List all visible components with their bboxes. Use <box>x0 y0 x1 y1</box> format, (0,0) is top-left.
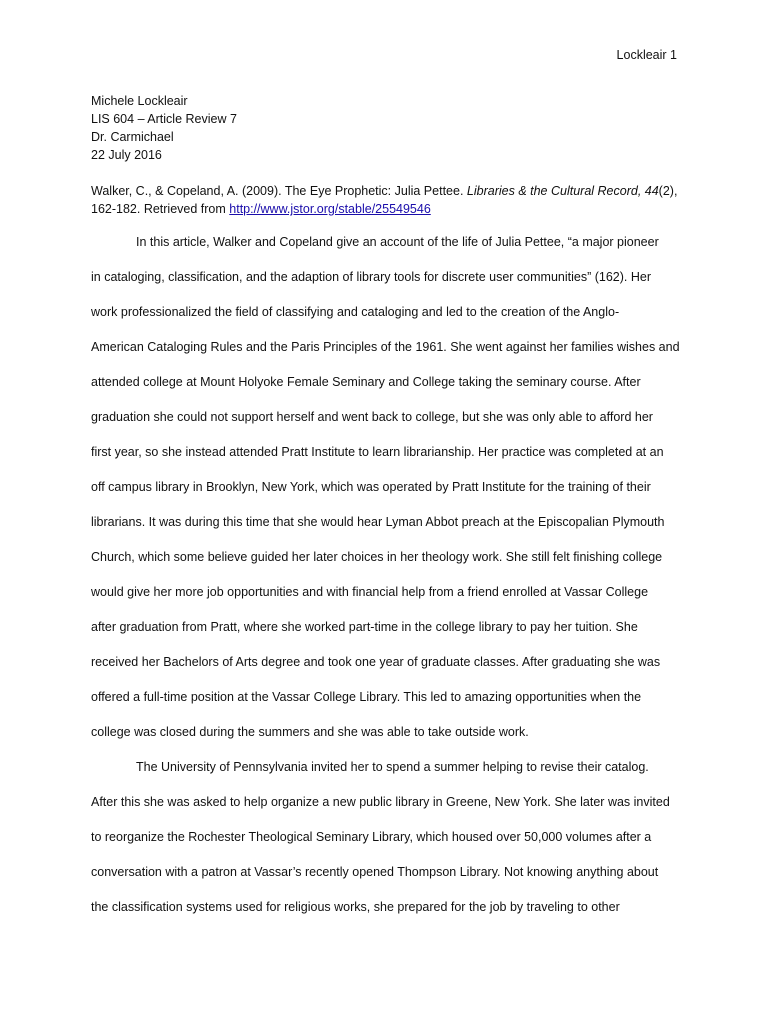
text-line: librarians. It was during this time that she would hear Lyman Abbot preach at the Episcopalian Plymouth <box>91 515 665 529</box>
text-line: to reorganize the Rochester Theological Seminary Library, which housed over 50,000 volumes after a <box>91 830 652 844</box>
text-line: Church, which some believe guided her later choices in her theology work. She still felt finishing college <box>91 550 663 564</box>
text-line: After this she was asked to help organize a new public library in Greene, New York. She later was invited <box>91 795 670 809</box>
text-line: In this article, Walker and Copeland give an account of the life of Julia Pettee, “a major pioneer <box>136 235 659 249</box>
citation-authors-title: Walker, C., & Copeland, A. (2009). The Eye Prophetic: Julia Pettee. <box>91 184 467 198</box>
text-line: in cataloging, classification, and the adaption of library tools for discrete user communities” (162). Her <box>91 270 651 284</box>
instructor-name: Dr. Carmichael <box>91 130 174 144</box>
text-line: work professionalized the field of classifying and cataloging and led to the creation of the Anglo- <box>91 305 620 319</box>
running-head: Lockleair 1 <box>616 48 677 62</box>
text-line: off campus library in Brooklyn, New York, which was operated by Pratt Institute for the training of their <box>91 480 651 494</box>
citation-journal: Libraries & the Cultural Record, 44 <box>466 184 659 198</box>
document-date: 22 July 2016 <box>91 148 162 162</box>
text-line: American Cataloging Rules and the Paris Principles of the 1961. She went against her families wishes and <box>91 340 680 354</box>
header-block <box>91 92 237 164</box>
citation <box>91 182 691 218</box>
text-line: first year, so she instead attended Pratt Institute to learn librarianship. Her practice was completed at an <box>91 445 664 459</box>
text-line: college was closed during the summers and she was able to take outside work. <box>91 725 529 739</box>
text-line: graduation she could not support herself and went back to college, but she was only able to afford her <box>91 410 653 424</box>
text-line: the classification systems used for religious works, she prepared for the job by traveling to other <box>91 900 620 914</box>
author-name: Michele Lockleair <box>91 94 188 108</box>
text-line: attended college at Mount Holyoke Female Seminary and College taking the seminary course. After <box>91 375 641 389</box>
text-line: received her Bachelors of Arts degree and took one year of graduate classes. After graduating she was <box>91 655 661 669</box>
text-line: offered a full-time position at the Vassar College Library. This led to amazing opportunities when the <box>91 690 642 704</box>
text-line: would give her more job opportunities and with financial help from a friend enrolled at Vassar College <box>91 585 649 599</box>
course-title: LIS 604 – Article Review 7 <box>91 112 237 126</box>
body-text <box>91 233 691 933</box>
paragraph-1 <box>91 233 691 758</box>
citation-url-link[interactable]: http://www.jstor.org/stable/25549546 <box>229 202 431 216</box>
citation-issue-pages: (2), 162-182. Retrieved from <box>91 184 678 216</box>
text-line: The University of Pennsylvania invited her to spend a summer helping to revise their catalog. <box>136 760 649 774</box>
text-line: after graduation from Pratt, where she worked part-time in the college library to pay her tuition. She <box>91 620 638 634</box>
text-line: conversation with a patron at Vassar’s recently opened Thompson Library. Not knowing anything about <box>91 865 659 879</box>
paragraph-2 <box>91 758 691 933</box>
